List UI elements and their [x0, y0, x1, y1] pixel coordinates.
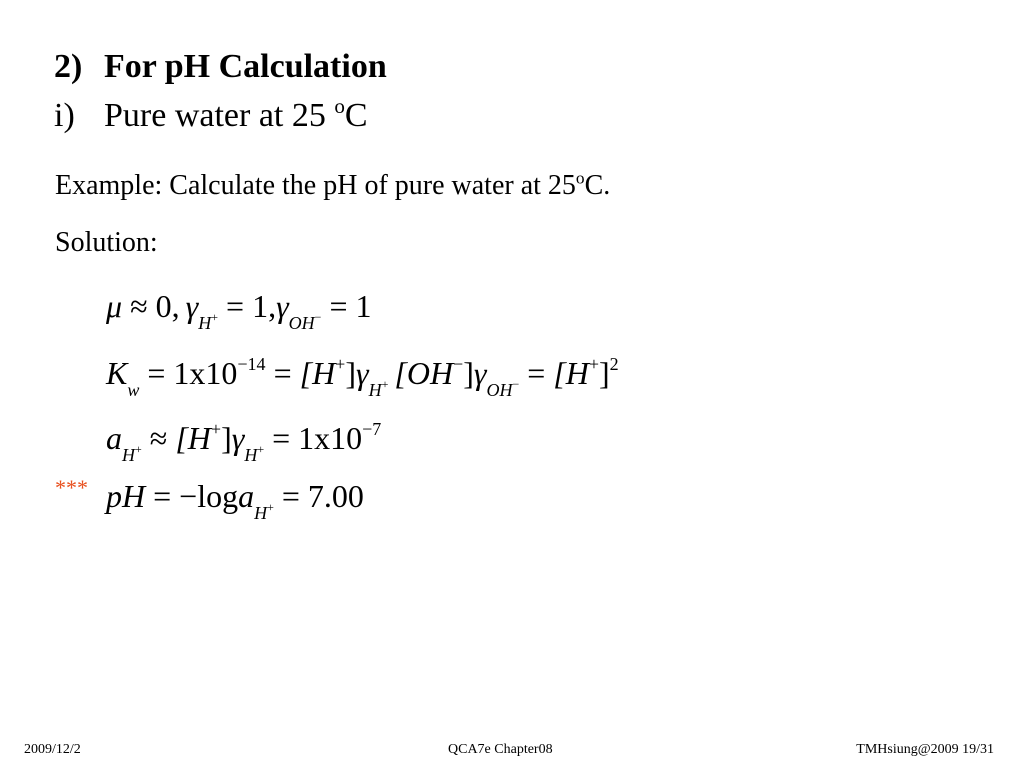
h-concentration: [H	[553, 355, 589, 391]
a-symbol: a	[238, 478, 255, 514]
equals-sign: =	[527, 355, 546, 391]
equals-sign: =	[329, 288, 348, 324]
subscript-h: H+	[122, 442, 142, 465]
kw-exponent: −14	[237, 354, 266, 374]
h-concentration: [H	[299, 355, 336, 391]
equals-sign: =	[147, 355, 166, 391]
activity-value: 1x10	[298, 420, 363, 456]
example-unit: C.	[584, 170, 611, 201]
activity-exponent: −7	[362, 419, 382, 439]
oh-concentration: [OH	[394, 355, 454, 391]
heading-title: For pH Calculation	[104, 48, 387, 85]
subheading-unit: C	[344, 97, 368, 134]
subheading-text: Pure water at 25	[104, 97, 335, 134]
gamma-symbol: γ	[355, 355, 369, 391]
gamma-symbol: γ	[185, 288, 199, 324]
ph-symbol: pH	[106, 478, 146, 514]
one-value: 1,	[252, 288, 277, 324]
subscript-w: w	[127, 380, 140, 400]
equation-kw	[106, 354, 619, 400]
approx-sign: ≈	[149, 420, 168, 456]
plus-charge: +	[335, 354, 346, 374]
subscript-oh: OH−	[486, 377, 520, 400]
subscript-h: H+	[244, 442, 265, 465]
subscript-h: H+	[254, 500, 274, 523]
log-function: log	[197, 478, 239, 514]
example-body: Example: Calculate the pH of pure water at 25	[55, 170, 576, 201]
equation-ph	[106, 478, 364, 523]
square-exponent: 2	[609, 354, 619, 374]
example-degree: o	[575, 168, 585, 188]
footer-chapter: QCA7e Chapter08	[448, 742, 553, 757]
plus-charge: +	[588, 354, 600, 374]
h-concentration: [H	[175, 420, 211, 456]
kw-value: 1x10	[173, 355, 238, 391]
mu-symbol: μ	[106, 288, 123, 324]
gamma-symbol: γ	[276, 288, 289, 324]
heading-number: 2)	[54, 48, 83, 85]
solution-label: Solution:	[55, 227, 158, 258]
approx-sign: ≈	[130, 288, 148, 324]
one-value-end: 1	[355, 288, 372, 324]
equation-activity	[106, 419, 382, 465]
zero-value: 0,	[155, 288, 180, 324]
minus-charge: −	[453, 354, 464, 374]
close-bracket: ]	[599, 355, 610, 391]
k-symbol: K	[106, 355, 128, 391]
negative-sign: −	[179, 478, 198, 514]
close-bracket: ]	[221, 420, 232, 456]
footer-date: 2009/12/2	[24, 742, 81, 757]
subheading-title	[104, 93, 368, 135]
equals-sign: =	[273, 355, 292, 391]
equals-sign: =	[226, 288, 245, 324]
subscript-h: H+	[198, 310, 219, 333]
degree-symbol: o	[334, 93, 345, 118]
subscript-oh: OH−	[288, 310, 322, 333]
equals-sign: =	[281, 478, 300, 514]
example-text	[55, 170, 610, 202]
equals-sign: =	[153, 478, 172, 514]
subheading-number: i)	[54, 97, 75, 134]
close-bracket: ]	[463, 355, 474, 391]
a-symbol: a	[106, 420, 122, 456]
gamma-symbol: γ	[231, 420, 245, 456]
equals-sign: =	[272, 420, 291, 456]
equation-ionic-strength	[106, 288, 372, 333]
subscript-h: H+	[368, 377, 389, 400]
footer-page: TMHsiung@2009 19/31	[856, 742, 994, 757]
gamma-symbol: γ	[473, 355, 487, 391]
plus-charge: +	[210, 419, 222, 439]
close-bracket: ]	[345, 355, 356, 391]
ph-result: 7.00	[307, 478, 364, 514]
highlight-stars: ***	[55, 475, 88, 500]
